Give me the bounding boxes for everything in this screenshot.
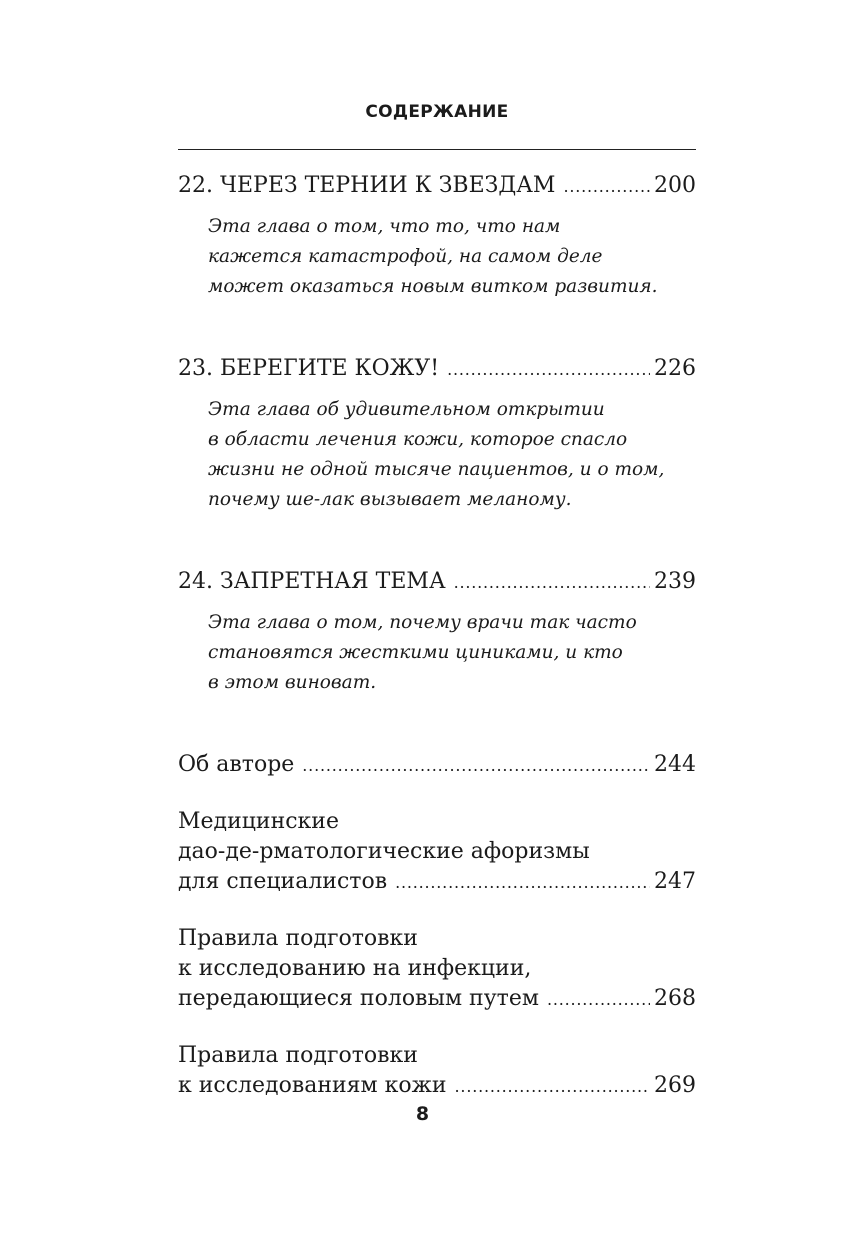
dot-leader [547,985,650,1015]
description-line: в области лечения кожи, которое спасло [208,429,628,450]
page-ref: 268 [654,986,696,1011]
toc-entry-line[interactable] [178,171,696,202]
toc-infection-rules[interactable] [178,924,696,1015]
toc-chapter-23[interactable] [178,354,696,515]
toc-entry-line[interactable] [178,567,696,598]
dot-leader [395,868,650,898]
page-ref: 269 [654,1073,696,1098]
description-line: в этом виноват. [208,672,377,693]
toc-entry-line[interactable] [178,1071,696,1102]
toc-about-author[interactable] [178,750,696,781]
description-line: жизни не одной тысяче пациентов, и о том, [208,459,665,480]
dot-leader [302,751,650,781]
chapter-title: 23. БЕРЕГИТЕ КОЖУ! [178,356,440,381]
toc-entry-line[interactable] [178,984,696,1015]
appendix-title-line: дао-де-рматологические афоризмы [178,839,590,864]
chapter-description [208,212,696,302]
toc-skin-rules[interactable] [178,1041,696,1102]
appendix-title: Об авторе [178,752,295,777]
dot-leader [455,1072,650,1102]
table-of-contents [178,171,696,1128]
description-line: Эта глава о том, что то, что нам [208,216,561,237]
page-ref: 244 [654,752,696,777]
chapter-title: 22. ЧЕРЕЗ ТЕРНИИ К ЗВЕЗДАМ [178,173,556,198]
header-divider [178,149,696,150]
appendix-title-line: к исследованиям кожи [178,1073,447,1098]
appendix-title-line: передающиеся половым путем [178,986,539,1011]
dot-leader [563,172,650,202]
appendix-title-line: Правила подготовки [178,926,418,951]
appendix-title-line: к исследованию на инфекции, [178,956,532,981]
toc-entry-line[interactable] [178,750,696,781]
page-ref: 239 [654,569,696,594]
description-line: почему ше-лак вызывает меланому. [208,489,572,510]
page-ref: 200 [654,173,696,198]
description-line: становятся жесткими циниками, и кто [208,642,623,663]
description-line: Эта глава об удивительном открытии [208,399,605,420]
page-ref: 247 [654,869,696,894]
description-line: Эта глава о том, почему врачи так часто [208,612,637,633]
page-number: 8 [415,1103,430,1125]
appendix-title-line: для специалистов [178,869,388,894]
chapter-description [208,395,696,515]
toc-chapter-24[interactable] [178,567,696,698]
page-ref: 226 [654,356,696,381]
page-header: СОДЕРЖАНИЕ [365,102,509,122]
chapter-title: 24. ЗАПРЕТНАЯ ТЕМА [178,569,446,594]
toc-entry-line[interactable] [178,867,696,898]
dot-leader [454,568,650,598]
toc-chapter-22[interactable] [178,171,696,302]
toc-aphorisms[interactable] [178,807,696,898]
dot-leader [447,355,650,385]
description-line: может оказаться новым витком развития. [208,276,658,297]
description-line: кажется катастрофой, на самом деле [208,246,603,267]
chapter-description [208,608,696,698]
toc-entry-line[interactable] [178,354,696,385]
appendix-title-line: Правила подготовки [178,1043,418,1068]
appendix-title-line: Медицинские [178,809,339,834]
